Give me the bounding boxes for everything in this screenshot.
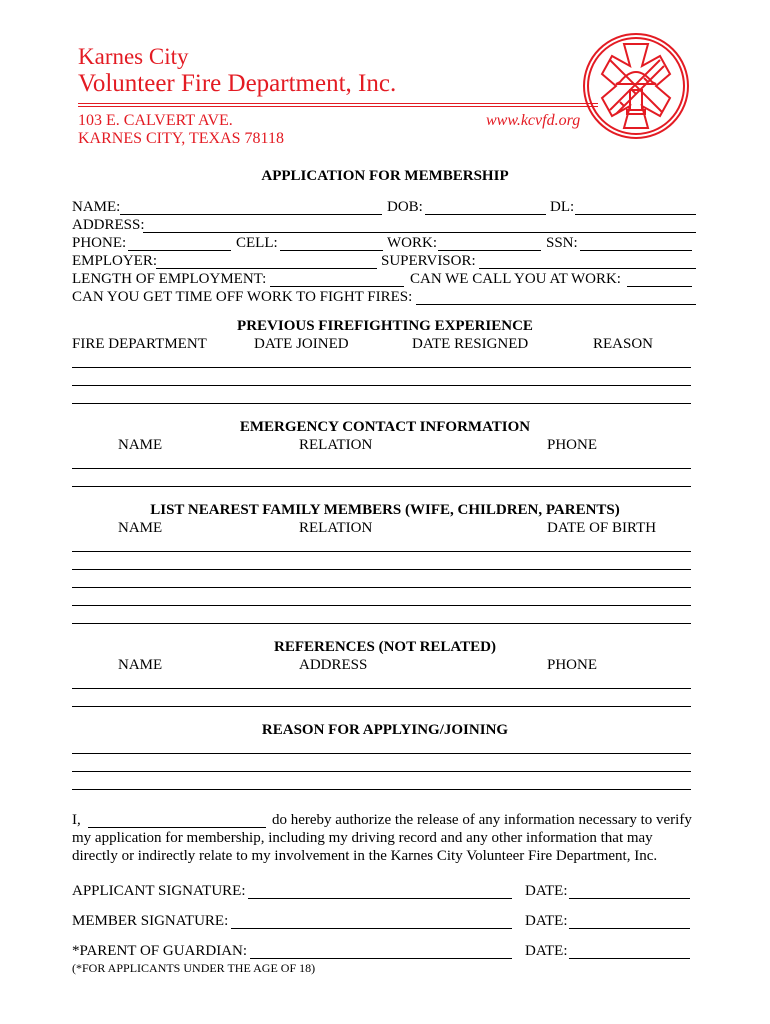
applicant-signature-label: APPLICANT SIGNATURE:: [72, 883, 246, 899]
reference-row-line[interactable]: [72, 706, 691, 707]
work-field[interactable]: [438, 250, 541, 251]
emergency-row-line[interactable]: [72, 468, 691, 469]
address-line2: KARNES CITY, TEXAS 78118: [78, 130, 284, 147]
work-label: WORK:: [387, 235, 437, 251]
col-address: ADDRESS: [299, 657, 368, 673]
authorization-text-line1: do hereby authorize the release of any information necessary to verify: [272, 812, 692, 828]
ssn-field[interactable]: [580, 250, 692, 251]
authorization-text-line3: directly or indirectly relate to my involvement in the Karnes City Volunteer Fire Department, Inc.: [72, 848, 658, 864]
employer-field[interactable]: [156, 268, 377, 269]
header-rule-bottom: [78, 106, 598, 107]
member-signature-label: MEMBER SIGNATURE:: [72, 913, 229, 929]
ssn-label: SSN:: [546, 235, 578, 251]
call-at-work-label: CAN WE CALL YOU AT WORK:: [410, 271, 621, 287]
col-date-resigned: DATE RESIGNED: [412, 336, 529, 352]
employment-length-field[interactable]: [270, 286, 404, 287]
parent-signature-field[interactable]: [250, 958, 512, 959]
authorization-prefix: I,: [72, 812, 81, 828]
reason-row-line[interactable]: [72, 771, 691, 772]
col-phone: PHONE: [547, 657, 598, 673]
dob-field[interactable]: [425, 214, 546, 215]
col-name: NAME: [118, 437, 163, 453]
employer-label: EMPLOYER:: [72, 253, 158, 269]
col-name: NAME: [118, 657, 163, 673]
reason-row-line[interactable]: [72, 753, 691, 754]
website-link[interactable]: www.kcvfd.org: [486, 112, 581, 129]
time-off-label: CAN YOU GET TIME OFF WORK TO FIGHT FIRES:: [72, 289, 413, 305]
col-date-joined: DATE JOINED: [254, 336, 349, 352]
parent-signature-label: *PARENT OF GUARDIAN:: [72, 943, 248, 959]
emergency-row-line[interactable]: [72, 486, 691, 487]
cell-label: CELL:: [236, 235, 278, 251]
family-row-line[interactable]: [72, 587, 691, 588]
call-at-work-field[interactable]: [627, 286, 692, 287]
form-title: APPLICATION FOR MEMBERSHIP: [261, 168, 509, 184]
family-heading: LIST NEAREST FAMILY MEMBERS (WIFE, CHILDREN, PARENTS): [150, 502, 620, 518]
col-fire-department: FIRE DEPARTMENT: [72, 336, 207, 352]
dob-label: DOB:: [387, 199, 423, 215]
address-label: ADDRESS:: [72, 217, 145, 233]
phone-label: PHONE:: [72, 235, 127, 251]
col-relation: RELATION: [299, 520, 373, 536]
fire-department-logo-icon: [580, 30, 692, 142]
authorization-text-line2: my application for membership, including my driving record and any other information that may: [72, 830, 653, 846]
family-row-line[interactable]: [72, 569, 691, 570]
reference-row-line[interactable]: [72, 688, 691, 689]
time-off-field[interactable]: [416, 304, 696, 305]
family-row-line[interactable]: [72, 551, 691, 552]
member-signature-field[interactable]: [231, 928, 512, 929]
col-name: NAME: [118, 520, 163, 536]
cell-field[interactable]: [280, 250, 383, 251]
col-phone: PHONE: [547, 437, 598, 453]
supervisor-label: SUPERVISOR:: [381, 253, 476, 269]
experience-heading: PREVIOUS FIREFIGHTING EXPERIENCE: [237, 318, 533, 334]
org-name-line1: Karnes City: [78, 44, 189, 69]
member-date-label: DATE:: [525, 913, 568, 929]
header-rule-top: [78, 103, 598, 104]
references-heading: REFERENCES (NOT RELATED): [274, 639, 496, 655]
applicant-date-field[interactable]: [569, 898, 690, 899]
family-row-line[interactable]: [72, 605, 691, 606]
dl-field[interactable]: [575, 214, 696, 215]
reason-row-line[interactable]: [72, 789, 691, 790]
applicant-signature-field[interactable]: [248, 898, 512, 899]
phone-field[interactable]: [128, 250, 231, 251]
parent-date-label: DATE:: [525, 943, 568, 959]
employment-length-label: LENGTH OF EMPLOYMENT:: [72, 271, 267, 287]
experience-row-line[interactable]: [72, 367, 691, 368]
supervisor-field[interactable]: [479, 268, 696, 269]
reason-heading: REASON FOR APPLYING/JOINING: [261, 722, 509, 738]
address-line1: 103 E. CALVERT AVE.: [78, 112, 233, 129]
name-label: NAME:: [72, 199, 121, 215]
experience-row-line[interactable]: [72, 385, 691, 386]
applicant-date-label: DATE:: [525, 883, 568, 899]
dl-label: DL:: [550, 199, 575, 215]
address-field[interactable]: [143, 232, 696, 233]
col-relation: RELATION: [299, 437, 373, 453]
org-name-line2: Volunteer Fire Department, Inc.: [78, 70, 397, 97]
family-row-line[interactable]: [72, 623, 691, 624]
name-field[interactable]: [120, 214, 382, 215]
parent-footnote: (*FOR APPLICANTS UNDER THE AGE OF 18): [72, 961, 316, 975]
parent-date-field[interactable]: [569, 958, 690, 959]
emergency-heading: EMERGENCY CONTACT INFORMATION: [239, 419, 531, 435]
authorization-name-field[interactable]: [88, 827, 266, 828]
member-date-field[interactable]: [569, 928, 690, 929]
col-date-of-birth: DATE OF BIRTH: [547, 520, 657, 536]
col-reason: REASON: [593, 336, 654, 352]
experience-row-line[interactable]: [72, 403, 691, 404]
